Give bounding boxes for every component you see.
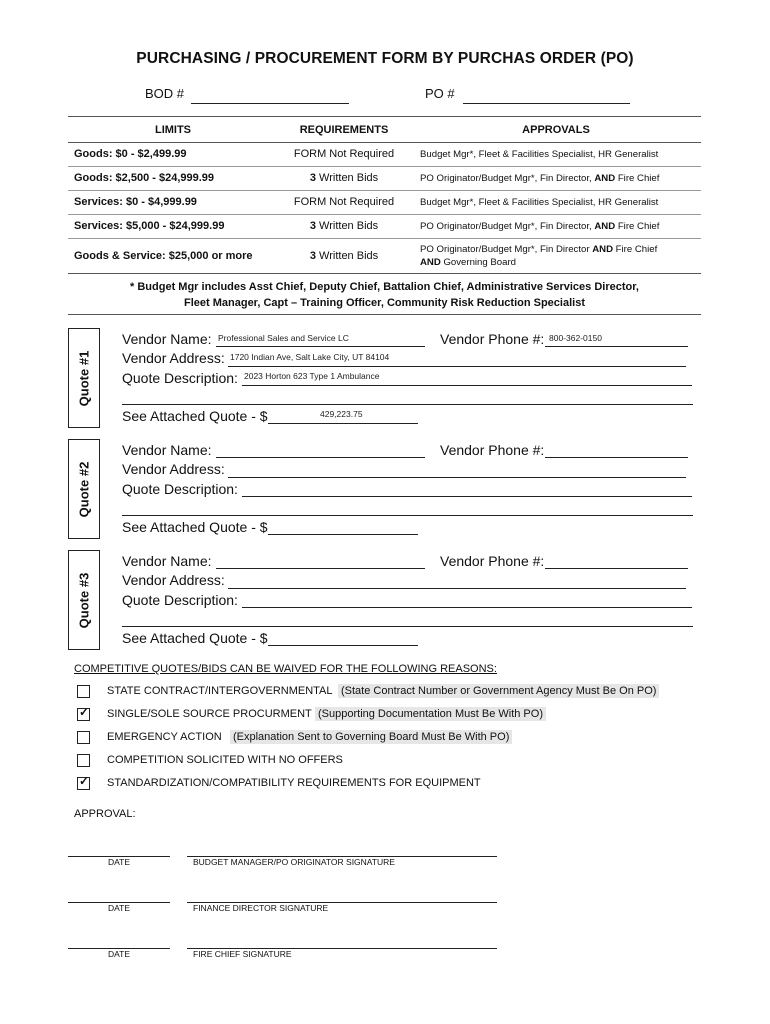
vendor-name-label: Vendor Name: [122, 442, 212, 458]
col-requirements: REQUIREMENTS [299, 124, 389, 136]
table-row-rule [68, 190, 701, 191]
checkbox-standardization[interactable] [77, 774, 90, 790]
limit-goods-1: Goods: $0 - $2,499.99 [74, 148, 187, 160]
quote-description-label: Quote Description: [122, 592, 238, 608]
checkbox-emergency[interactable] [77, 731, 90, 744]
signature-label-fire-chief: FIRE CHIEF SIGNATURE [193, 949, 292, 959]
signature-label-finance-director: FINANCE DIRECTOR SIGNATURE [193, 903, 329, 913]
req-goods-services: 3 Written Bids [309, 250, 379, 262]
limit-services-1: Services: $0 - $4,999.99 [74, 196, 197, 208]
date-label: DATE [108, 949, 131, 959]
quote-1-description: 2023 Horton 623 Type 1 Ambulance [244, 371, 380, 381]
po-label: PO # [425, 86, 455, 101]
quote-2-vendor-address-field[interactable] [228, 463, 686, 478]
reason-emergency-note: (Explanation Sent to Governing Board Must Be With PO) [230, 730, 512, 744]
reason-emergency: EMERGENCY ACTION [107, 731, 222, 743]
quote-2-vendor-phone-field[interactable] [545, 443, 688, 458]
budget-mgr-note: * Budget Mgr includes Asst Chief, Deputy Chief, Battalion Chief, Administrative Services Director, Fleet Manager, Capt – Training Officer, Community Risk Reduction Specialist [130, 281, 639, 309]
checkbox-no-offers[interactable] [77, 754, 90, 767]
quote-1-description-line-2[interactable] [122, 390, 693, 405]
limit-services-2: Services: $5,000 - $24,999.99 [74, 220, 225, 232]
limit-goods-services: Goods & Service: $25,000 or more [74, 250, 253, 262]
quote-2-amount-field[interactable] [268, 520, 418, 535]
quote-3-box [68, 550, 100, 650]
approval-label: APPROVAL: [74, 808, 136, 820]
quote-1-amount: 429,223.75 [320, 409, 363, 419]
quote-3-vendor-address-field[interactable] [228, 574, 686, 589]
quote-2-box [68, 439, 100, 539]
req-goods-2: 3 Written Bids [309, 172, 379, 184]
see-attached-label: See Attached Quote - $ [122, 630, 268, 646]
see-attached-label: See Attached Quote - $ [122, 408, 268, 424]
check-icon: ✓ [79, 705, 90, 719]
po-field[interactable] [463, 89, 630, 104]
vendor-phone-label: Vendor Phone #: [440, 331, 545, 347]
form-title: PURCHASING / PROCUREMENT FORM BY PURCHAS ORDER (PO) [136, 50, 634, 67]
quote-3-description-line-2[interactable] [122, 612, 693, 627]
approval-goods-1: Budget Mgr*, Fleet & Facilities Specialist, HR Generalist [420, 149, 659, 160]
req-goods-1: FORM Not Required [293, 148, 395, 160]
table-row-rule [68, 166, 701, 167]
vendor-phone-label: Vendor Phone #: [440, 553, 545, 569]
table-row-rule [68, 214, 701, 215]
date-label: DATE [108, 857, 131, 867]
vendor-address-label: Vendor Address: [122, 350, 225, 366]
reason-no-offers: COMPETITION SOLICITED WITH NO OFFERS [107, 754, 343, 766]
quote-3-description-field[interactable] [242, 593, 692, 608]
reason-standardization: STANDARDIZATION/COMPATIBILITY REQUIREMENTS FOR EQUIPMENT [107, 777, 481, 789]
col-approvals: APPROVALS [522, 124, 590, 136]
reason-sole-source: SINGLE/SOLE SOURCE PROCURMENT [107, 708, 312, 720]
table-header-rule [68, 142, 701, 143]
vendor-address-label: Vendor Address: [122, 572, 225, 588]
quote-2-description-field[interactable] [242, 482, 692, 497]
quote-2-description-line-2[interactable] [122, 501, 693, 516]
vendor-name-label: Vendor Name: [122, 331, 212, 347]
quote-1-label: Quote #1 [76, 350, 92, 406]
vendor-phone-label: Vendor Phone #: [440, 442, 545, 458]
quote-1-vendor-name: Professional Sales and Service LC [218, 333, 349, 343]
reason-state-contract-note: (State Contract Number or Government Agency Must Be On PO) [338, 684, 659, 698]
check-icon: ✓ [79, 774, 90, 788]
quote-3-label: Quote #3 [76, 572, 92, 628]
quote-3-vendor-name-field[interactable] [216, 554, 425, 569]
note-rule [68, 314, 701, 315]
quote-3-amount-field[interactable] [268, 631, 418, 646]
signature-label-budget-manager: BUDGET MANAGER/PO ORIGINATOR SIGNATURE [193, 857, 395, 867]
bod-label: BOD # [145, 86, 185, 101]
req-services-1: FORM Not Required [293, 196, 395, 208]
checkbox-state-contract[interactable] [77, 685, 90, 698]
bod-field[interactable] [191, 89, 349, 104]
quote-1-box [68, 328, 100, 428]
approval-goods-2: PO Originator/Budget Mgr*, Fin Director, AND Fire Chief [420, 173, 660, 184]
req-services-2: 3 Written Bids [309, 220, 379, 232]
vendor-name-label: Vendor Name: [122, 553, 212, 569]
see-attached-label: See Attached Quote - $ [122, 519, 268, 535]
reason-sole-source-note: (Supporting Documentation Must Be With PO) [315, 707, 546, 721]
quote-description-label: Quote Description: [122, 481, 238, 497]
vendor-address-label: Vendor Address: [122, 461, 225, 477]
checkbox-sole-source[interactable] [77, 705, 90, 721]
quote-description-label: Quote Description: [122, 370, 238, 386]
approval-services-1: Budget Mgr*, Fleet & Facilities Specialist, HR Generalist [420, 197, 659, 208]
col-limits: LIMITS [154, 124, 192, 136]
quote-1-vendor-phone: 800-362-0150 [549, 333, 602, 343]
approval-goods-services: PO Originator/Budget Mgr*, Fin Director AND Fire Chief AND Governing Board [420, 244, 658, 268]
quote-1-vendor-address: 1720 Indian Ave, Salt Lake City, UT 84104 [230, 352, 390, 362]
table-row-rule [68, 238, 701, 239]
waiver-title: COMPETITIVE QUOTES/BIDS CAN BE WAIVED FOR THE FOLLOWING REASONS: [74, 663, 497, 675]
date-label: DATE [108, 903, 131, 913]
reason-state-contract: STATE CONTRACT/INTERGOVERNMENTAL [107, 685, 333, 697]
quote-3-vendor-phone-field[interactable] [545, 554, 688, 569]
table-top-rule [68, 116, 701, 117]
approval-services-2: PO Originator/Budget Mgr*, Fin Director, AND Fire Chief [420, 221, 660, 232]
quote-2-vendor-name-field[interactable] [216, 443, 425, 458]
table-bottom-rule [68, 273, 701, 274]
quote-2-label: Quote #2 [76, 461, 92, 517]
limit-goods-2: Goods: $2,500 - $24,999.99 [74, 172, 215, 184]
